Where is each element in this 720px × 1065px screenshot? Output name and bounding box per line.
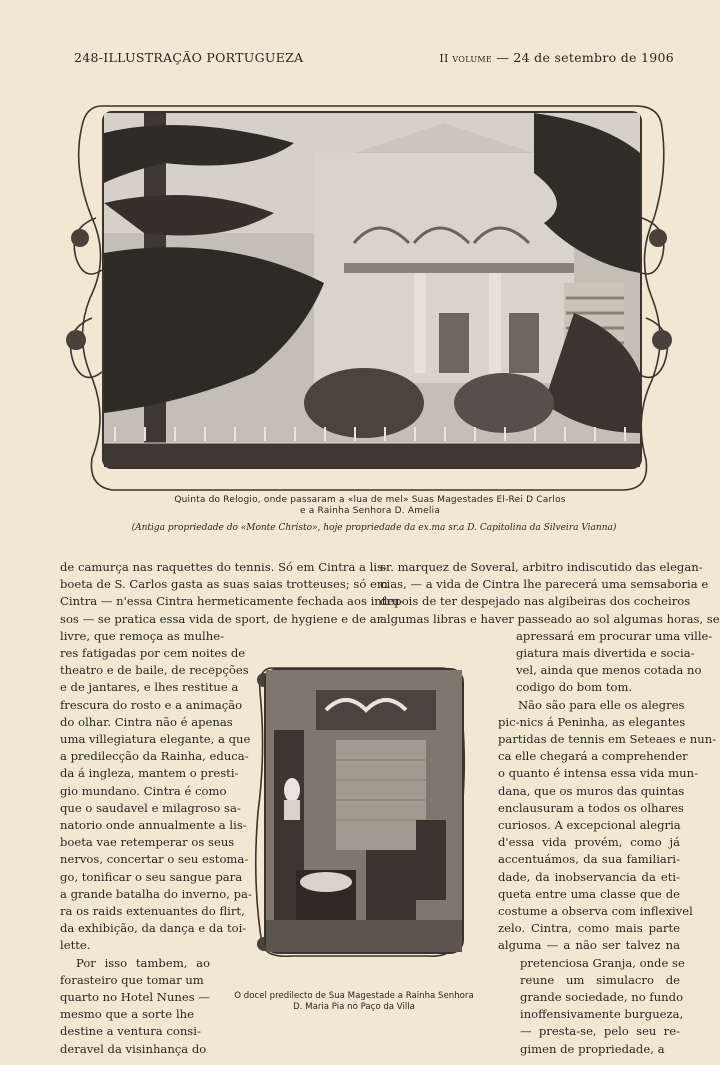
text-line: pic-nics á Peninha, as elegantes bbox=[498, 714, 686, 729]
text-line: cias, — a vida de Cintra lhe parecerá uma semsaboria e bbox=[380, 577, 709, 592]
text-line: codigo do bom tom. bbox=[516, 680, 633, 695]
text-line: forasteiro que tomar um bbox=[60, 972, 204, 987]
text-line: a predilecção da Rainha, educa- bbox=[60, 749, 249, 764]
text-line: destine a ventura consi- bbox=[60, 1024, 201, 1039]
text-line: enclausuram a todos os olhares bbox=[498, 800, 684, 815]
text-line: accentuámos, da sua familiari- bbox=[498, 852, 680, 867]
text-line: Cintra — n'essa Cintra hermeticamente fechada aos intru- bbox=[60, 594, 404, 609]
text-line: grande sociedade, no fundo bbox=[520, 990, 684, 1005]
photo-caption-note: (Antiga propriedade do «Monte Christo», hoje propriedade da ex.ma sr.a D. Capitolina da Silveira Vianna) bbox=[131, 523, 617, 533]
photo-caption-bottom bbox=[224, 991, 484, 1013]
text-line: reune um simulacro de bbox=[520, 972, 680, 987]
text-line: alguma — a não ser talvez na bbox=[498, 938, 680, 953]
text-line: algumas libras e haver passeado ao sol algumas horas, se bbox=[380, 611, 720, 626]
text-line: go, tonificar o seu sangue para bbox=[60, 869, 243, 884]
text-line: apressará em procurar uma ville- bbox=[516, 628, 713, 643]
text-line: boeta de S. Carlos gasta as suas saias trotteuses; só em bbox=[60, 577, 388, 592]
caption-line: e a Rainha Senhora D. Amelia bbox=[299, 506, 441, 516]
text-line: sr. marquez de Soveral, arbitro indiscutido das elegan- bbox=[380, 560, 703, 574]
text-line: dana, que os muros das quintas bbox=[498, 783, 685, 798]
photo-docel-paco bbox=[264, 668, 464, 954]
text-line: a grande batalha do inverno, pa- bbox=[60, 886, 252, 901]
text-line: nervos, concertar o seu estoma- bbox=[60, 852, 249, 867]
text-line: — presta-se, pelo seu re- bbox=[520, 1024, 680, 1039]
text-line: gimen de propriedade, a bbox=[520, 1041, 665, 1056]
text-line: costume a observa com inflexivel bbox=[498, 904, 693, 919]
text-line: d'essa vida provém, como já bbox=[498, 835, 680, 850]
caption-line: O docel predilecto de Sua Magestade a Rainha Senhora bbox=[234, 991, 474, 1001]
text-line: lette. bbox=[60, 938, 91, 953]
text-line: natorio onde annualmente a lis- bbox=[60, 818, 247, 833]
text-line: e de jantares, e lhes restitue a bbox=[60, 680, 239, 695]
text-line: inoffensivamente burgueza, bbox=[520, 1007, 684, 1022]
text-line: de camurça nas raquettes do tennis. Só em Cintra a lis- bbox=[60, 560, 387, 574]
text-line: pretenciosa Granja, onde se bbox=[520, 955, 685, 970]
date-text: — 24 de setembro de 1906 bbox=[496, 50, 674, 65]
text-line: dade, da inobservancia da eti- bbox=[498, 869, 680, 884]
text-line: que o saudavel e milagroso sa- bbox=[60, 800, 241, 815]
photo-illustration bbox=[104, 113, 640, 467]
caption-line: D. Maria Pia no Paço da Villa bbox=[293, 1002, 415, 1012]
text-line: zelo. Cintra, como mais parte bbox=[498, 921, 680, 936]
text-line: res fatigadas por cem noites de bbox=[60, 646, 246, 661]
text-line: sos — se pratica essa vida de sport, de hygiene e de ar bbox=[60, 611, 383, 626]
page-number-title: 248-ILLUSTRAÇÃO PORTUGUEZA bbox=[74, 50, 304, 65]
photo-illustration bbox=[266, 670, 462, 952]
text-line: o quanto é intensa essa vida mun- bbox=[498, 766, 698, 781]
text-line: frescura do rosto e a animação bbox=[60, 697, 243, 712]
caption-line: Quinta do Relogio, onde passaram a «lua de mel» Suas Magestades El-Rei D Carlos bbox=[174, 495, 566, 505]
volume-label: II volume bbox=[439, 52, 493, 65]
text-line: ca elle chegará a comprehender bbox=[498, 749, 688, 764]
text-line: gio mundano. Cintra é como bbox=[60, 783, 227, 798]
text-line: uma villegiatura elegante, a que bbox=[60, 732, 251, 747]
photo-quinta-do-relogio bbox=[102, 111, 642, 469]
text-line: da á ingleza, mantem o presti- bbox=[60, 766, 239, 781]
text-line: vel, ainda que menos cotada no bbox=[516, 663, 702, 678]
text-line: deravel da visinhança do bbox=[60, 1041, 207, 1056]
text-line: giatura mais divertida e socia- bbox=[516, 646, 695, 661]
text-line: theatro e de baile, de recepções bbox=[60, 663, 249, 678]
text-line: mesmo que a sorte lhe bbox=[60, 1007, 194, 1022]
text-line: curiosos. A excepcional alegria bbox=[498, 818, 681, 833]
text-line: boeta vae retemperar os seus bbox=[60, 835, 235, 850]
issue-date bbox=[439, 50, 674, 65]
text-line: Por isso tambem, ao bbox=[76, 955, 210, 970]
text-line: depois de ter despejado nas algibeiras dos cocheiros bbox=[380, 594, 691, 609]
page-header bbox=[74, 50, 674, 68]
text-line: partidas de tennis em Seteaes e nun- bbox=[498, 732, 717, 747]
text-line: do olhar. Cintra não é apenas bbox=[60, 714, 233, 729]
text-line: da exhibição, da dança e da toi- bbox=[60, 921, 247, 936]
text-line: queta entre uma classe que de bbox=[498, 886, 680, 901]
text-line: quarto no Hotel Nunes — bbox=[60, 990, 210, 1005]
text-line: livre, que remoça as mulhe- bbox=[60, 628, 224, 643]
text-line: ra os raids extenuantes do flirt, bbox=[60, 904, 245, 919]
photo-caption-top bbox=[110, 495, 630, 517]
text-line: Não são para elle os alegres bbox=[518, 697, 685, 712]
